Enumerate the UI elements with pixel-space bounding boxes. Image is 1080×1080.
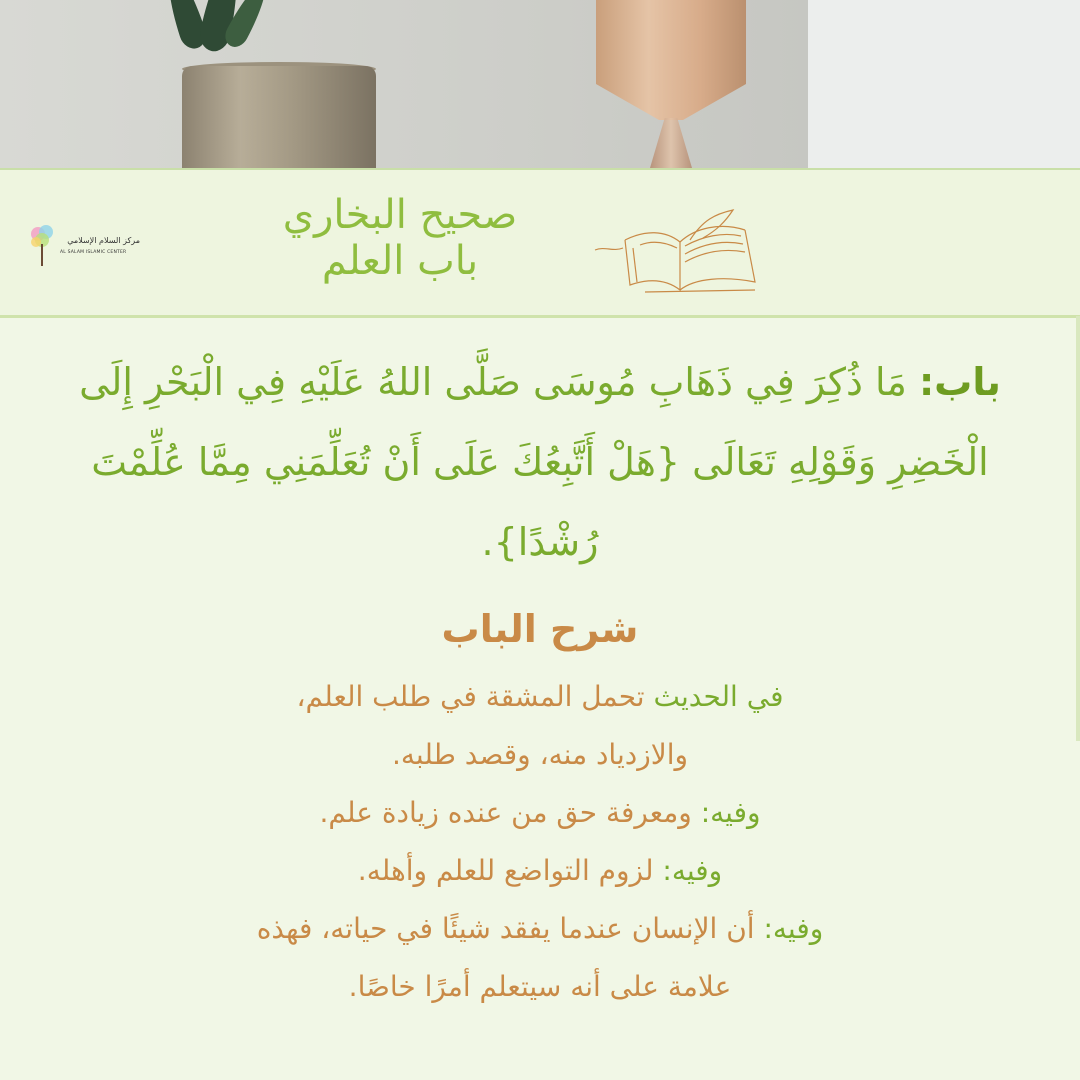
logo-name: مركز السلام الإسلامي <box>67 236 140 245</box>
logo-subtitle: AL SALAM ISLAMIC CENTER <box>60 250 127 255</box>
photo-wall <box>808 0 1080 168</box>
explanation-text: لزوم التواضع للعلم وأهله. <box>357 854 663 887</box>
book-title-line2: باب العلم <box>321 238 479 284</box>
explanation-text: تحمل المشقة في طلب العلم، <box>296 680 654 713</box>
center-logo <box>28 222 138 282</box>
explanation-line-6: علامة على أنه سيتعلم أمرًا خاصًا. <box>348 970 732 1003</box>
header-band <box>0 168 1080 318</box>
chapter-label: باب: <box>918 360 1001 404</box>
book-title <box>230 192 570 284</box>
explanation-line-1 <box>60 668 1020 726</box>
explanation-text: ومعرفة حق من عنده زيادة علم. <box>319 796 701 829</box>
explanation-prefix: في الحديث <box>653 680 784 713</box>
flower-logo-icon <box>28 222 56 272</box>
hourglass-neck <box>650 118 692 168</box>
chapter-text: مَا ذُكِرَ فِي ذَهَابِ مُوسَى صَلَّى اللهُ عَلَيْهِ فِي الْبَحْرِ إِلَى الْخَضِرِ وَقَوْلِهِ تَعَالَى {هَلْ أَتَّبِعُكَ عَلَى أَنْ تُعَلِّمَنِي مِمَّا عُلِّمْتَ رُشْدًا}. <box>79 360 989 564</box>
explanation-line-5 <box>60 900 1020 958</box>
main-content <box>60 342 1020 1016</box>
right-accent-bar <box>1076 316 1080 741</box>
explanation-line-3 <box>60 784 1020 842</box>
explanation-text: أن الإنسان عندما يفقد شيئًا في حياته، فهذه <box>256 912 764 945</box>
explanation-line-4 <box>60 842 1020 900</box>
explanation-title: شرح الباب <box>441 607 639 651</box>
plant-pot <box>182 66 376 168</box>
explanation-line-2: والازدياد منه، وقصد طلبه. <box>391 738 689 771</box>
open-book-icon <box>585 200 765 300</box>
hourglass <box>596 0 746 120</box>
explanation-prefix: وفيه: <box>700 796 761 829</box>
header-photo <box>0 0 1080 168</box>
explanation-prefix: وفيه: <box>763 912 824 945</box>
book-title-line1: صحيح البخاري <box>282 192 518 238</box>
chapter-heading <box>60 342 1020 582</box>
explanation-prefix: وفيه: <box>662 854 723 887</box>
